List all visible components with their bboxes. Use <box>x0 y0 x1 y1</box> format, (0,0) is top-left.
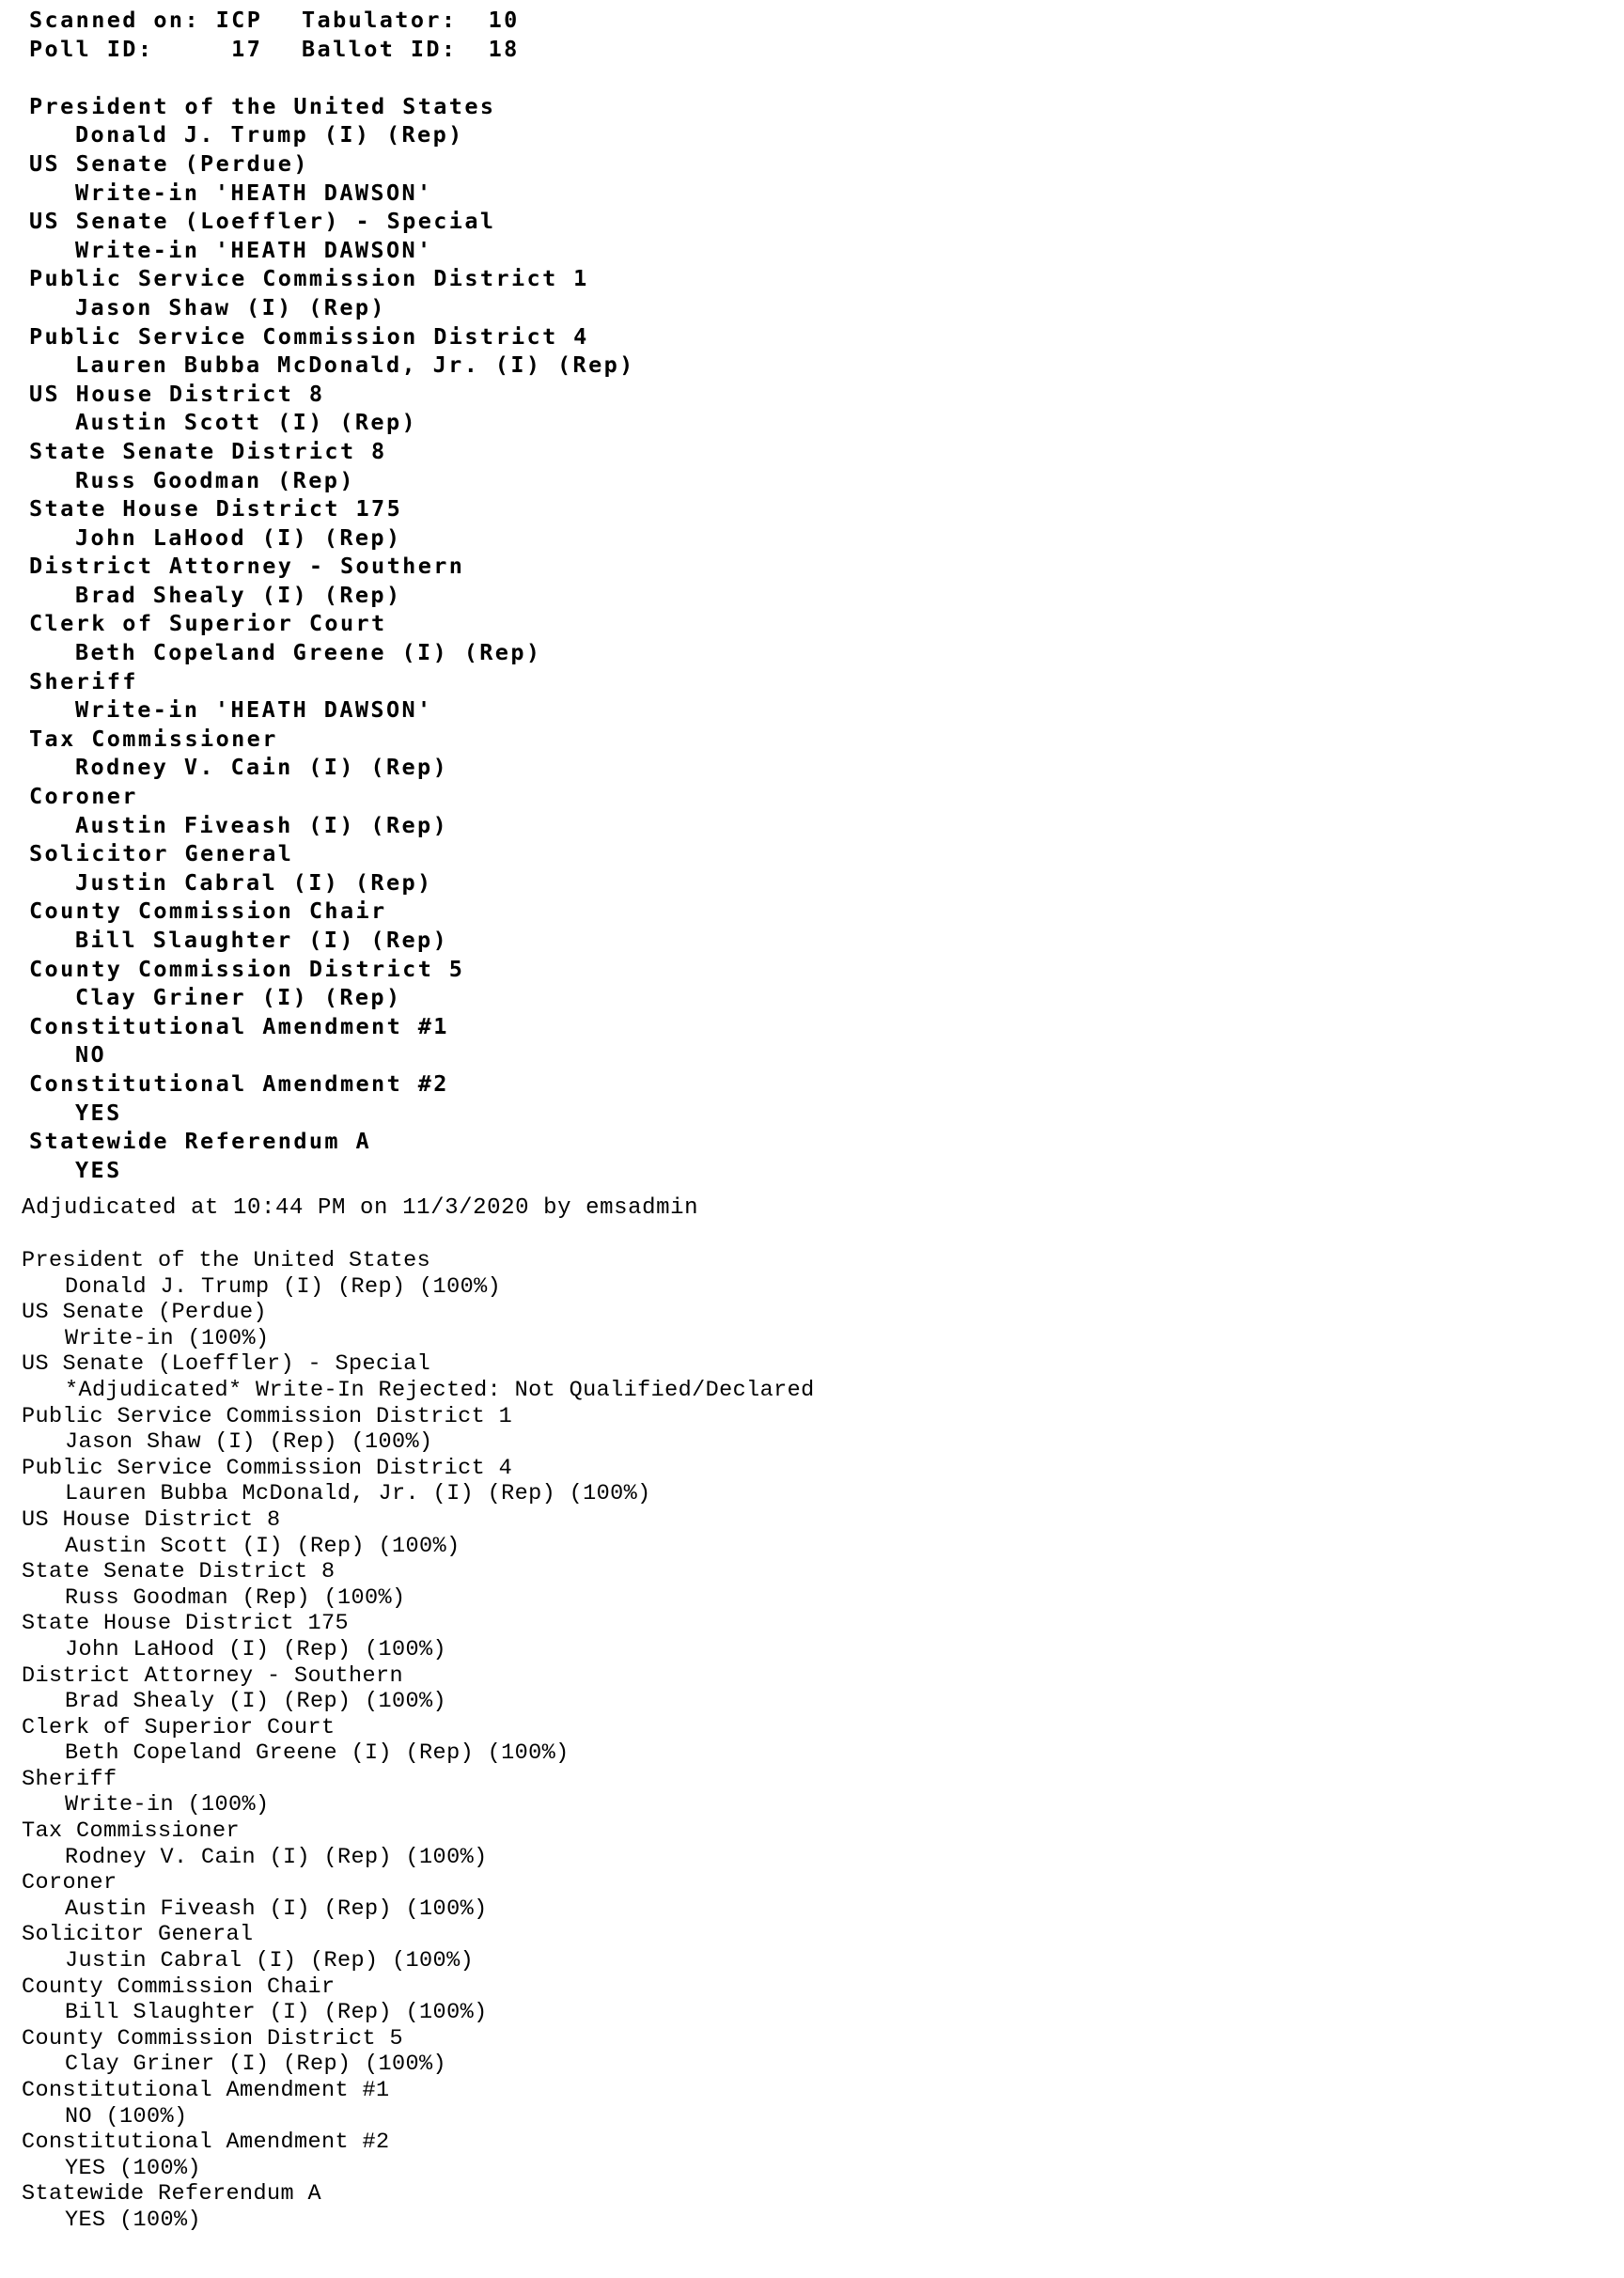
contest-choice: Clay Griner (I) (Rep) <box>75 984 402 1011</box>
contest-title: County Commission Chair <box>29 897 387 925</box>
scan-header-row-2 <box>29 35 635 64</box>
contest-title: Public Service Commission District 4 <box>22 1455 513 1481</box>
contest-choice: Rodney V. Cain (I) (Rep) (100%) <box>65 1844 488 1870</box>
contest-title: US House District 8 <box>22 1506 281 1533</box>
contest-choice: Donald J. Trump (I) (Rep) <box>75 121 464 148</box>
contest-title: Tax Commissioner <box>29 725 278 752</box>
contest-choice: Bill Slaughter (I) (Rep) (100%) <box>65 2000 488 2026</box>
contest-title: County Commission District 5 <box>22 2025 404 2052</box>
contest-choice: Austin Fiveash (I) (Rep) (100%) <box>65 1896 488 1922</box>
contest-choice: Donald J. Trump (I) (Rep) (100%) <box>65 1273 502 1300</box>
contest-choice: Write-in 'HEATH DAWSON' <box>75 696 433 724</box>
contest-choice: Brad Shealy (I) (Rep) (100%) <box>65 1689 447 1715</box>
contest-choice: NO <box>75 1041 107 1069</box>
contest-title: Coroner <box>29 783 138 810</box>
contest-choice: Justin Cabral (I) (Rep) <box>75 868 433 896</box>
contest-title: State House District 175 <box>29 495 403 523</box>
contest-title: US Senate (Loeffler) - Special <box>22 1351 431 1378</box>
contest-title: Statewide Referendum A <box>29 1128 372 1155</box>
contest-choice: John LaHood (I) (Rep) <box>75 523 402 551</box>
contest-choice: Write-in 'HEATH DAWSON' <box>75 236 433 263</box>
contest-title: County Commission District 5 <box>29 955 465 982</box>
contest-title: State Senate District 8 <box>22 1559 336 1585</box>
poll-id-label: Poll ID: <box>29 35 154 62</box>
ballot-id-label: Ballot ID: <box>302 35 458 62</box>
contest-choice: YES <box>75 1099 122 1126</box>
contest-choice: YES <box>75 1156 122 1183</box>
contest-choice: *Adjudicated* Write-In Rejected: Not Qualified/Declared <box>65 1377 815 1403</box>
contest-title: Solicitor General <box>22 1922 254 1948</box>
contest-choice: Clay Griner (I) (Rep) (100%) <box>65 2052 447 2078</box>
poll-id-group <box>29 35 302 64</box>
contest-choice: Lauren Bubba McDonald, Jr. (I) (Rep) (100%) <box>65 1481 651 1507</box>
contest-choice: Austin Scott (I) (Rep) <box>75 409 418 436</box>
adjudication-timestamp: Adjudicated at 10:44 PM on 11/3/2020 by emsadmin <box>22 1195 699 1221</box>
ballot-id-value: 18 <box>488 35 520 62</box>
contest-title: Public Service Commission District 4 <box>29 322 589 350</box>
contest-title: District Attorney - Southern <box>22 1662 404 1689</box>
tabulator-label: Tabulator: <box>302 7 458 33</box>
scanned-ballot-section <box>29 6 635 1184</box>
contest-title: US Senate (Perdue) <box>29 149 309 177</box>
contest-title: Constitutional Amendment #1 <box>29 1012 449 1039</box>
contest-title: Statewide Referendum A <box>22 2181 322 2208</box>
contest-title: President of the United States <box>29 92 496 119</box>
contest-choice: Beth Copeland Greene (I) (Rep) <box>75 639 542 666</box>
ballot-id-group <box>302 35 520 64</box>
scanned-on-value: ICP <box>215 7 263 33</box>
tabulator-group <box>302 6 520 35</box>
contest-title: President of the United States <box>22 1248 431 1273</box>
tabulator-value: 10 <box>488 7 520 33</box>
contest-choice: YES (100%) <box>65 2155 202 2181</box>
contest-choice: Beth Copeland Greene (I) (Rep) (100%) <box>65 1740 570 1767</box>
scanned-on-label: Scanned on: <box>29 7 201 33</box>
contest-choice: Russ Goodman (Rep) (100%) <box>65 1584 406 1611</box>
contest-choice: Jason Shaw (I) (Rep) <box>75 293 386 320</box>
contest-choice: Write-in 'HEATH DAWSON' <box>75 179 433 206</box>
contest-title: Public Service Commission District 1 <box>22 1403 513 1429</box>
contest-choice: Bill Slaughter (I) (Rep) <box>75 927 449 953</box>
contest-choice: John LaHood (I) (Rep) (100%) <box>65 1636 447 1662</box>
adjudicated-contest-list <box>22 1248 815 2234</box>
scan-header-row-1 <box>29 6 635 35</box>
contest-choice: Jason Shaw (I) (Rep) (100%) <box>65 1429 433 1456</box>
contest-choice: NO (100%) <box>65 2103 188 2130</box>
contest-choice: Austin Fiveash (I) (Rep) <box>75 811 449 838</box>
contest-choice: Write-in (100%) <box>65 1325 270 1351</box>
contest-title: US House District 8 <box>29 380 325 407</box>
contest-title: US Senate (Loeffler) - Special <box>29 208 496 235</box>
contest-title: Public Service Commission District 1 <box>29 265 589 292</box>
contest-choice: Lauren Bubba McDonald, Jr. (I) (Rep) <box>75 351 635 379</box>
contest-choice: YES (100%) <box>65 2207 202 2233</box>
contest-choice: Russ Goodman (Rep) <box>75 466 355 493</box>
contest-title: Constitutional Amendment #2 <box>29 1069 449 1097</box>
contest-title: Constitutional Amendment #1 <box>22 2078 390 2103</box>
contest-title: US Senate (Perdue) <box>22 1300 268 1326</box>
contest-choice: Write-in (100%) <box>65 1792 270 1818</box>
contest-choice: Justin Cabral (I) (Rep) (100%) <box>65 1948 475 1974</box>
contest-choice: Rodney V. Cain (I) (Rep) <box>75 754 449 781</box>
contest-title: County Commission Chair <box>22 1974 336 2000</box>
poll-id-value: 17 <box>231 35 263 62</box>
contest-choice: Austin Scott (I) (Rep) (100%) <box>65 1533 461 1559</box>
contest-title: Clerk of Superior Court <box>29 610 387 637</box>
contest-title: State House District 175 <box>22 1611 350 1637</box>
contest-title: State Senate District 8 <box>29 437 387 464</box>
ballot-contest-list <box>29 92 635 1185</box>
spacer <box>29 63 635 92</box>
contest-title: Coroner <box>22 1870 117 1896</box>
contest-title: District Attorney - Southern <box>29 553 465 580</box>
scanned-on-group <box>29 6 302 35</box>
contest-title: Tax Commissioner <box>22 1818 241 1845</box>
contest-title: Sheriff <box>22 1766 117 1792</box>
contest-choice: Brad Shealy (I) (Rep) <box>75 581 402 608</box>
contest-title: Clerk of Superior Court <box>22 1714 336 1740</box>
contest-title: Constitutional Amendment #2 <box>22 2130 390 2156</box>
contest-title: Solicitor General <box>29 840 294 867</box>
contest-title: Sheriff <box>29 667 138 694</box>
